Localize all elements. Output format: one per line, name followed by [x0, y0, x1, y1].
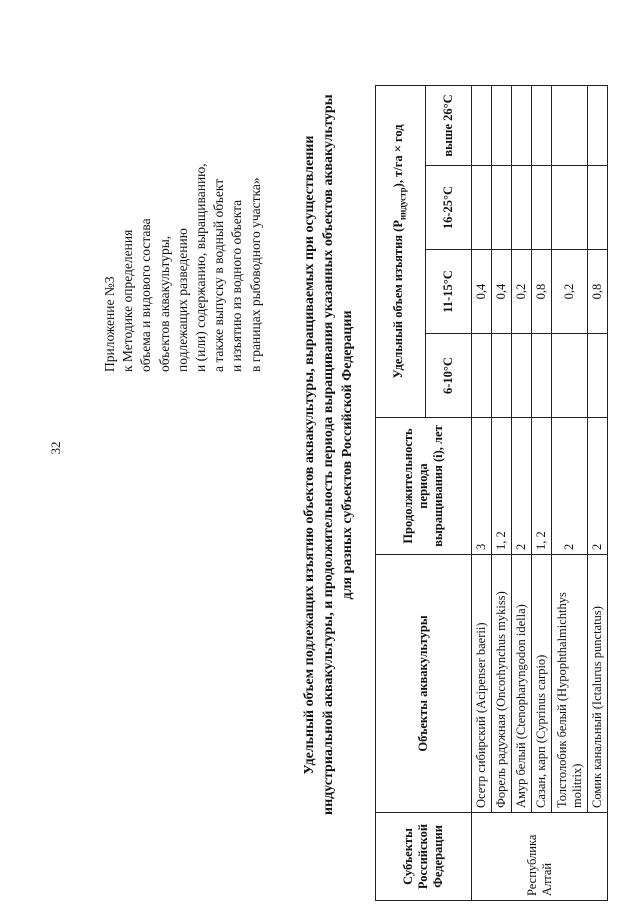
duration-cell: 2 [512, 418, 532, 555]
header-volume-suffix: ), т/га × год [390, 124, 405, 188]
appendix-line: в границах рыбоводного участка» [247, 177, 263, 372]
title-line: Удельный объем подлежащих изъятию объектов аквакультуры, выращиваемых при осуществлении [302, 135, 317, 775]
header-object: Объекты аквакультуры [376, 555, 472, 813]
appendix-line: к Методике определения [120, 229, 136, 372]
object-cell: Форель радужная (Oncorhynchus mykiss) [492, 555, 512, 813]
subject-cell: Республика Алтай [472, 813, 608, 901]
header-subject: Субъекты Российской Федерации [376, 813, 472, 901]
header-duration: Продолжительность периода выращивания (i), лет [376, 418, 472, 555]
duration-cell: 3 [472, 418, 492, 555]
value-cell [552, 166, 588, 250]
value-cell [472, 334, 492, 418]
appendix-line: а также выпуску в водный объект [211, 178, 227, 372]
page-number: 32 [48, 441, 63, 455]
value-cell [532, 166, 552, 250]
value-cell [588, 334, 608, 418]
value-cell [472, 85, 492, 165]
value-cell [512, 334, 532, 418]
value-cell [588, 166, 608, 250]
appendix-note [101, 42, 265, 372]
appendix-line: Приложение №3 [102, 276, 117, 372]
value-cell [532, 334, 552, 418]
object-cell: Амур белый (Ctenopharyngodon idella) [512, 555, 532, 813]
appendix-line: объема и видового состава [138, 218, 154, 372]
header-volume [376, 85, 426, 417]
title-line: индустриальной аквакультуры, и продолжительность периода выращивания указанных объектов аквакультуры [321, 94, 336, 815]
object-cell: Сомик канальный (Ictalurus punctatus) [588, 555, 608, 813]
value-cell [472, 166, 492, 250]
value-cell: 0,8 [588, 250, 608, 334]
header-volume-prefix: Удельный объем изъятия (P [390, 220, 405, 379]
object-cell: Толстолобик белый (Hypophthalmichthys molitrix) [552, 555, 588, 813]
duration-cell: 2 [588, 418, 608, 555]
header-temp-11-15: 11-15°С [426, 250, 472, 334]
header-temp-6-10: 6-10°С [426, 334, 472, 418]
object-cell: Осетр сибирский (Acipenser baerii) [472, 555, 492, 813]
value-cell [492, 166, 512, 250]
duration-cell: 2 [552, 418, 588, 555]
header-temp-above-26: выше 26°С [426, 85, 472, 165]
value-cell: 0,8 [532, 250, 552, 334]
appendix-line: подлежащих разведению [174, 228, 190, 372]
value-cell [512, 85, 532, 165]
appendix-line: и (или) содержанию, выращиванию, [193, 163, 209, 372]
value-cell [588, 85, 608, 165]
duration-cell: 1, 2 [532, 418, 552, 555]
aquaculture-table [375, 85, 608, 901]
header-temp-16-25: 16-25°С [426, 166, 472, 250]
duration-cell: 1, 2 [492, 418, 512, 555]
table-title [300, 95, 357, 815]
title-line: для разных субъектов Российской Федерации [340, 310, 355, 600]
value-cell: 0,2 [512, 250, 532, 334]
value-cell [492, 85, 512, 165]
appendix-line: объектов аквакультуры, [156, 235, 172, 372]
appendix-line: и изъятию из водного объекта [229, 199, 245, 372]
value-cell [532, 85, 552, 165]
value-cell: 0,4 [472, 250, 492, 334]
header-volume-sub: индустр [397, 187, 408, 221]
value-cell [512, 166, 532, 250]
value-cell [552, 85, 588, 165]
object-cell: Сазан, карп (Cyprinus carpio) [532, 555, 552, 813]
value-cell: 0,4 [492, 250, 512, 334]
value-cell: 0,2 [552, 250, 588, 334]
value-cell [492, 334, 512, 418]
value-cell [552, 334, 588, 418]
